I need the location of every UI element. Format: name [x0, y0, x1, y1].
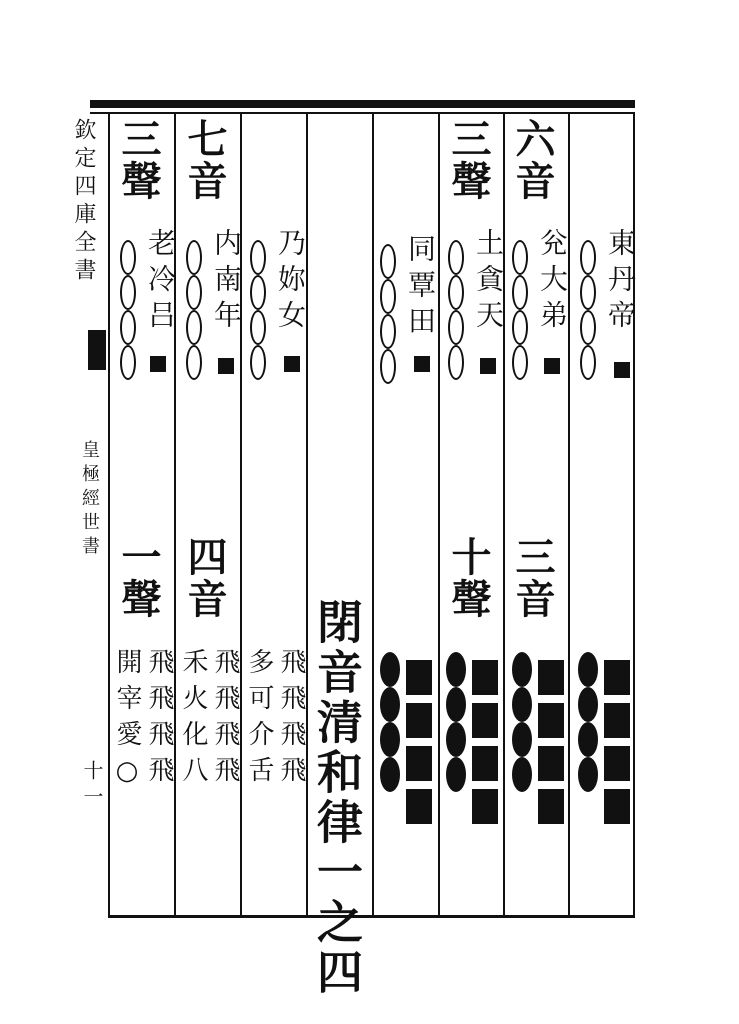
dot-column: [446, 652, 466, 792]
heading-liuyin: 六音: [509, 118, 556, 202]
top-tab-label: 欽定四庫全書: [71, 118, 96, 286]
dot-column: [380, 652, 400, 792]
heading-yisheng: 一聲: [115, 536, 162, 620]
ring-column: [512, 240, 528, 380]
heading-sanyin: 三音: [509, 536, 556, 620]
ring-column: [250, 240, 266, 380]
heading-shisheng: 十聲: [445, 536, 492, 620]
column-rule: [438, 112, 440, 918]
side-title: 皇極經世書: [79, 440, 100, 560]
heading-siyin: 四音: [181, 536, 228, 620]
dash-column: [472, 652, 498, 824]
dot-column: [578, 652, 598, 792]
tab-marker: [88, 330, 106, 370]
section-title: 閉音清和律一之四: [310, 598, 364, 998]
top-border: [90, 100, 635, 108]
block-mark: [614, 362, 630, 378]
ring-column: [580, 240, 596, 380]
heading-qiyin: 七音: [181, 118, 228, 202]
block-mark: [480, 358, 496, 374]
he-column: 禾火化八: [178, 648, 208, 792]
char-column: 内南年: [210, 228, 243, 336]
char-column: 乃妳女: [274, 228, 307, 336]
duo-column: 多可介舌: [244, 648, 274, 792]
fei-column-3: 飛飛飛飛: [144, 648, 174, 792]
column-rule: [372, 112, 374, 918]
dash-column: [604, 652, 630, 824]
char-column: 兊大弟: [536, 228, 569, 336]
block-mark: [544, 358, 560, 374]
dot-column: [512, 652, 532, 792]
fei-column: 飛飛飛飛: [276, 648, 306, 792]
column-rule: [108, 112, 110, 918]
heading-sansheng-1: 三聲: [445, 118, 492, 202]
page-number: 十一: [80, 760, 104, 812]
char-column: 土貪天: [472, 228, 505, 336]
ring-column: [120, 240, 136, 380]
ring-column: [448, 240, 464, 380]
ring-column: [186, 240, 202, 380]
block-mark: [218, 358, 234, 374]
block-mark: [150, 356, 166, 372]
top-rule: [90, 112, 635, 114]
char-column: 東丹帝: [604, 228, 637, 336]
block-mark: [414, 356, 430, 372]
fei-column-2: 飛飛飛飛: [210, 648, 240, 792]
char-column: 老冷吕: [144, 228, 177, 336]
dash-column: [538, 652, 564, 824]
dash-column: [406, 652, 432, 824]
heading-sansheng-2: 三聲: [115, 118, 162, 202]
kai-column: 開宰愛○: [112, 648, 142, 796]
block-mark: [284, 356, 300, 372]
char-column: 同覃田: [404, 234, 437, 342]
ring-column: [380, 244, 396, 384]
